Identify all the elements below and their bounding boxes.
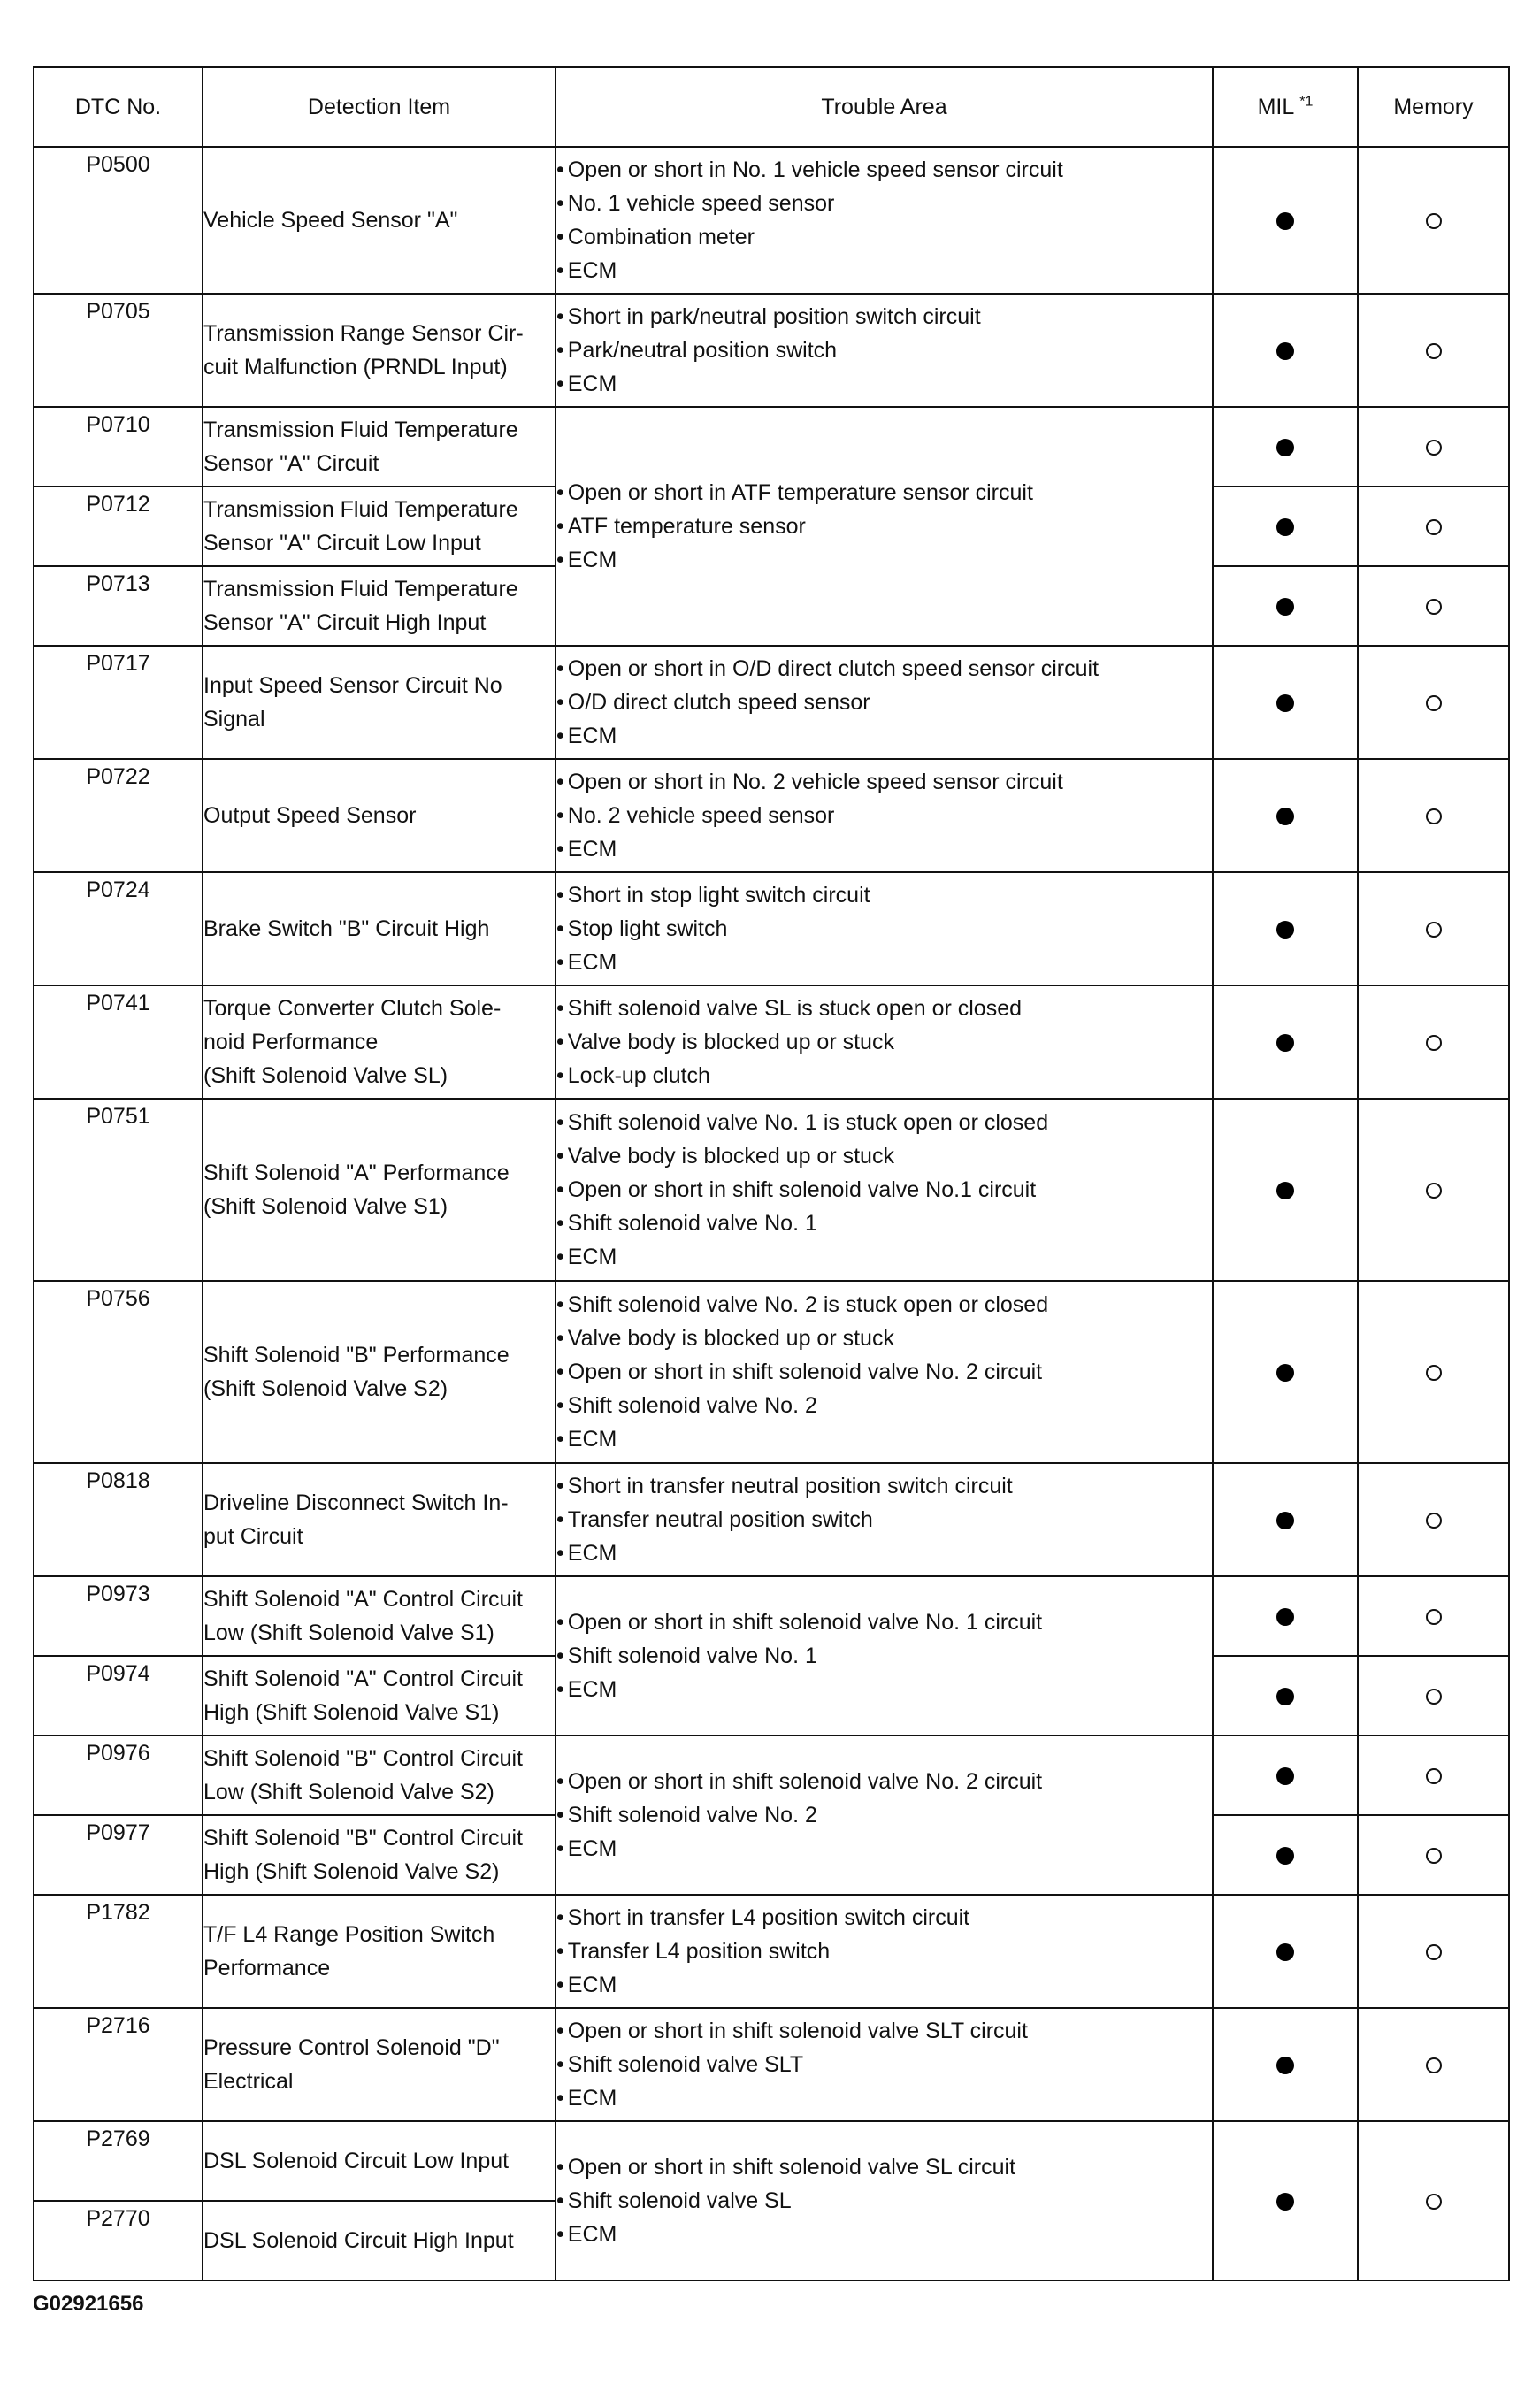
mil-cell: [1213, 1099, 1358, 1281]
dtc-code: P0712: [34, 487, 203, 566]
trouble-area-item: • Shift solenoid valve No. 1: [556, 1207, 1212, 1240]
detection-item-line: Low (Shift Solenoid Valve S2): [203, 1780, 494, 1804]
mil-on-indicator: [1276, 1182, 1294, 1199]
memory-indicator: [1426, 1035, 1442, 1051]
memory-cell: [1358, 147, 1509, 294]
memory-cell: [1358, 1281, 1509, 1463]
trouble-area-item: • Combination meter: [556, 220, 1212, 254]
mil-cell: [1213, 1463, 1358, 1576]
table-row: [34, 2121, 1509, 2201]
trouble-area-item: • Short in park/neutral position switch circuit: [556, 300, 1212, 333]
trouble-area-item: • Stop light switch: [556, 912, 1212, 946]
mil-cell: [1213, 147, 1358, 294]
table-row: [34, 985, 1509, 1099]
table-row: [34, 1463, 1509, 1576]
detection-item-line: Vehicle Speed Sensor "A": [203, 208, 458, 233]
detection-item-line: Output Speed Sensor: [203, 803, 417, 828]
trouble-area: [555, 1281, 1213, 1463]
detection-item: [203, 294, 555, 407]
trouble-area: [555, 1576, 1213, 1736]
trouble-area-item: • Open or short in No. 2 vehicle speed sensor circuit: [556, 765, 1212, 799]
mil-cell: [1213, 2008, 1358, 2121]
dtc-code: P0756: [34, 1281, 203, 1463]
mil-on-indicator: [1276, 1943, 1294, 1961]
mil-cell: [1213, 294, 1358, 407]
memory-cell: [1358, 2121, 1509, 2280]
trouble-area-item: • Open or short in No. 1 vehicle speed sensor circuit: [556, 153, 1212, 187]
trouble-area: [555, 1099, 1213, 1281]
detection-item-line: Transmission Fluid Temperature: [203, 577, 518, 601]
memory-indicator: [1426, 599, 1442, 615]
trouble-area-item: • ATF temperature sensor: [556, 510, 1212, 543]
trouble-area-list: [556, 476, 1212, 577]
mil-cell: [1213, 1656, 1358, 1736]
mil-cell: [1213, 407, 1358, 487]
mil-on-indicator: [1276, 1034, 1294, 1052]
header-mil-footnote: *1: [1299, 94, 1314, 110]
detection-item: [203, 646, 555, 759]
trouble-area-list: [556, 2150, 1212, 2251]
trouble-area-item: • ECM: [556, 946, 1212, 979]
dtc-code: P0818: [34, 1463, 203, 1576]
memory-cell: [1358, 1895, 1509, 2008]
trouble-area: [555, 985, 1213, 1099]
trouble-area-list: [556, 1765, 1212, 1866]
detection-item-line: Input Speed Sensor Circuit No: [203, 673, 502, 698]
mil-cell: [1213, 985, 1358, 1099]
trouble-area-list: [556, 1605, 1212, 1706]
table-row: [34, 646, 1509, 759]
mil-cell: [1213, 1576, 1358, 1656]
trouble-area-item: • Open or short in shift solenoid valve No.1 circuit: [556, 1173, 1212, 1207]
detection-item: [203, 759, 555, 872]
trouble-area-item: • ECM: [556, 1536, 1212, 1570]
memory-indicator: [1426, 1944, 1442, 1960]
memory-indicator: [1426, 519, 1442, 535]
dtc-code: P2770: [34, 2201, 203, 2280]
memory-cell: [1358, 1815, 1509, 1895]
trouble-area: [555, 147, 1213, 294]
trouble-area-item: • Shift solenoid valve SL: [556, 2184, 1212, 2218]
detection-item-line: Brake Switch "B" Circuit High: [203, 916, 490, 941]
detection-item-line: (Shift Solenoid Valve SL): [203, 1063, 448, 1088]
detection-item-line: Transmission Fluid Temperature: [203, 418, 518, 442]
trouble-area: [555, 2008, 1213, 2121]
trouble-area-item: • Open or short in O/D direct clutch speed sensor circuit: [556, 652, 1212, 686]
mil-cell: [1213, 872, 1358, 985]
detection-item: [203, 1463, 555, 1576]
trouble-area-item: • ECM: [556, 254, 1212, 287]
mil-cell: [1213, 1815, 1358, 1895]
memory-indicator: [1426, 695, 1442, 711]
trouble-area-list: [556, 1106, 1212, 1274]
mil-cell: [1213, 759, 1358, 872]
dtc-code: P0717: [34, 646, 203, 759]
detection-item-line: Shift Solenoid "B" Control Circuit: [203, 1746, 523, 1771]
detection-item-line: DSL Solenoid Circuit High Input: [203, 2228, 514, 2253]
memory-cell: [1358, 646, 1509, 759]
memory-cell: [1358, 985, 1509, 1099]
detection-item-line: Electrical: [203, 2069, 294, 2094]
trouble-area-item: • Transfer L4 position switch: [556, 1935, 1212, 1968]
dtc-code: P0705: [34, 294, 203, 407]
trouble-area-item: • Shift solenoid valve No. 1 is stuck open or closed: [556, 1106, 1212, 1139]
header-row: [34, 67, 1509, 147]
memory-cell: [1358, 1576, 1509, 1656]
memory-cell: [1358, 872, 1509, 985]
memory-cell: [1358, 1463, 1509, 1576]
trouble-area-item: • ECM: [556, 1240, 1212, 1274]
mil-on-indicator: [1276, 439, 1294, 456]
memory-cell: [1358, 294, 1509, 407]
detection-item-line: Transmission Fluid Temperature: [203, 497, 518, 522]
header-memory: Memory: [1358, 67, 1509, 147]
detection-item-line: (Shift Solenoid Valve S2): [203, 1376, 448, 1401]
trouble-area-item: • Transfer neutral position switch: [556, 1503, 1212, 1536]
trouble-area-item: • No. 2 vehicle speed sensor: [556, 799, 1212, 832]
trouble-area: [555, 759, 1213, 872]
trouble-area-item: • Valve body is blocked up or stuck: [556, 1139, 1212, 1173]
detection-item-line: High (Shift Solenoid Valve S2): [203, 1859, 500, 1884]
memory-indicator: [1426, 1609, 1442, 1625]
figure-id: G02921656: [33, 2292, 144, 2316]
table-row: [34, 1736, 1509, 1815]
dtc-code: P2769: [34, 2121, 203, 2201]
memory-indicator: [1426, 1365, 1442, 1381]
dtc-code: P0977: [34, 1815, 203, 1895]
dtc-code: P0976: [34, 1736, 203, 1815]
memory-cell: [1358, 407, 1509, 487]
header-trouble-area: Trouble Area: [555, 67, 1213, 147]
header-mil: [1213, 67, 1358, 147]
detection-item-line: Shift Solenoid "A" Control Circuit: [203, 1587, 523, 1612]
trouble-area: [555, 1463, 1213, 1576]
memory-indicator: [1426, 213, 1442, 229]
table-row: [34, 294, 1509, 407]
mil-on-indicator: [1276, 808, 1294, 825]
detection-item-line: High (Shift Solenoid Valve S1): [203, 1700, 500, 1725]
trouble-area-item: • Open or short in shift solenoid valve SLT circuit: [556, 2014, 1212, 2048]
memory-indicator: [1426, 808, 1442, 824]
trouble-area-item: • Shift solenoid valve No. 1: [556, 1639, 1212, 1673]
trouble-area-list: [556, 2014, 1212, 2115]
mil-on-indicator: [1276, 598, 1294, 616]
trouble-area-item: • Short in transfer L4 position switch circuit: [556, 1901, 1212, 1935]
trouble-area: [555, 407, 1213, 646]
detection-item-line: put Circuit: [203, 1524, 303, 1549]
detection-item-line: Performance: [203, 1956, 331, 1981]
detection-item: [203, 566, 555, 646]
trouble-area: [555, 872, 1213, 985]
detection-item-line: Torque Converter Clutch Sole-: [203, 996, 502, 1021]
trouble-area: [555, 646, 1213, 759]
dtc-table-body: [34, 147, 1509, 2280]
memory-indicator: [1426, 922, 1442, 938]
trouble-area-list: [556, 992, 1212, 1092]
trouble-area-item: • Open or short in shift solenoid valve SL circuit: [556, 2150, 1212, 2184]
mil-on-indicator: [1276, 1767, 1294, 1785]
trouble-area: [555, 2121, 1213, 2280]
table-row: [34, 407, 1509, 487]
trouble-area-list: [556, 300, 1212, 401]
detection-item: [203, 147, 555, 294]
table-row: [34, 1576, 1509, 1656]
detection-item-line: Shift Solenoid "B" Performance: [203, 1343, 510, 1368]
memory-indicator: [1426, 1513, 1442, 1529]
memory-indicator: [1426, 1183, 1442, 1199]
trouble-area-item: • ECM: [556, 1673, 1212, 1706]
memory-indicator: [1426, 2057, 1442, 2073]
detection-item: [203, 1576, 555, 1656]
mil-cell: [1213, 646, 1358, 759]
mil-on-indicator: [1276, 1364, 1294, 1382]
trouble-area-item: • ECM: [556, 719, 1212, 753]
detection-item: [203, 487, 555, 566]
trouble-area-item: • O/D direct clutch speed sensor: [556, 686, 1212, 719]
dtc-code: P0724: [34, 872, 203, 985]
trouble-area: [555, 294, 1213, 407]
trouble-area-item: • Open or short in ATF temperature sensor circuit: [556, 476, 1212, 510]
detection-item: [203, 1656, 555, 1736]
detection-item-line: DSL Solenoid Circuit Low Input: [203, 2149, 510, 2173]
detection-item: [203, 1099, 555, 1281]
trouble-area-list: [556, 652, 1212, 753]
table-row: [34, 147, 1509, 294]
trouble-area-item: • Open or short in shift solenoid valve No. 2 circuit: [556, 1765, 1212, 1798]
trouble-area: [555, 1895, 1213, 2008]
trouble-area-list: [556, 153, 1212, 287]
trouble-area-item: • Valve body is blocked up or stuck: [556, 1322, 1212, 1355]
dtc-table: [33, 66, 1510, 2281]
detection-item: [203, 2121, 555, 2201]
detection-item-line: Signal: [203, 707, 265, 732]
trouble-area-item: • No. 1 vehicle speed sensor: [556, 187, 1212, 220]
trouble-area-item: • ECM: [556, 2218, 1212, 2251]
detection-item-line: Low (Shift Solenoid Valve S1): [203, 1621, 494, 1645]
detection-item-line: Shift Solenoid "B" Control Circuit: [203, 1826, 523, 1850]
detection-item: [203, 872, 555, 985]
header-detection-item: Detection Item: [203, 67, 555, 147]
table-row: [34, 872, 1509, 985]
memory-indicator: [1426, 1689, 1442, 1705]
memory-indicator: [1426, 1768, 1442, 1784]
detection-item: [203, 1281, 555, 1463]
memory-cell: [1358, 1736, 1509, 1815]
table-row: [34, 759, 1509, 872]
trouble-area-item: • Valve body is blocked up or stuck: [556, 1025, 1212, 1059]
trouble-area-item: • Shift solenoid valve SL is stuck open or closed: [556, 992, 1212, 1025]
trouble-area-item: • ECM: [556, 1422, 1212, 1456]
mil-on-indicator: [1276, 342, 1294, 360]
trouble-area-item: • Park/neutral position switch: [556, 333, 1212, 367]
trouble-area-item: • ECM: [556, 832, 1212, 866]
table-row: [34, 1099, 1509, 1281]
dtc-code: P0751: [34, 1099, 203, 1281]
trouble-area-item: • ECM: [556, 1968, 1212, 2002]
header-mil-label: MIL: [1257, 95, 1300, 119]
mil-on-indicator: [1276, 2057, 1294, 2074]
trouble-area-item: • Shift solenoid valve No. 2: [556, 1389, 1212, 1422]
detection-item: [203, 985, 555, 1099]
mil-on-indicator: [1276, 1688, 1294, 1705]
detection-item-line: (Shift Solenoid Valve S1): [203, 1194, 448, 1219]
memory-cell: [1358, 1099, 1509, 1281]
dtc-code: P1782: [34, 1895, 203, 2008]
mil-on-indicator: [1276, 694, 1294, 712]
detection-item-line: Sensor "A" Circuit Low Input: [203, 531, 481, 556]
trouble-area-item: • Open or short in shift solenoid valve No. 2 circuit: [556, 1355, 1212, 1389]
mil-on-indicator: [1276, 921, 1294, 939]
detection-item-line: Shift Solenoid "A" Control Circuit: [203, 1667, 523, 1691]
memory-indicator: [1426, 1848, 1442, 1864]
memory-cell: [1358, 566, 1509, 646]
trouble-area-list: [556, 1901, 1212, 2002]
trouble-area: [555, 1736, 1213, 1895]
trouble-area-list: [556, 1469, 1212, 1570]
mil-on-indicator: [1276, 518, 1294, 536]
mil-cell: [1213, 1895, 1358, 2008]
memory-indicator: [1426, 2194, 1442, 2210]
mil-cell: [1213, 2121, 1358, 2280]
detection-item-line: cuit Malfunction (PRNDL Input): [203, 355, 508, 379]
detection-item-line: Driveline Disconnect Switch In-: [203, 1490, 509, 1515]
dtc-code: P0974: [34, 1656, 203, 1736]
trouble-area-list: [556, 1288, 1212, 1456]
mil-cell: [1213, 1281, 1358, 1463]
trouble-area-item: • Shift solenoid valve No. 2: [556, 1798, 1212, 1832]
mil-cell: [1213, 566, 1358, 646]
detection-item-line: noid Performance: [203, 1030, 379, 1054]
dtc-code: P0973: [34, 1576, 203, 1656]
mil-on-indicator: [1276, 1512, 1294, 1529]
mil-on-indicator: [1276, 1608, 1294, 1626]
dtc-code: P0713: [34, 566, 203, 646]
trouble-area-item: • ECM: [556, 543, 1212, 577]
trouble-area-item: • Open or short in shift solenoid valve No. 1 circuit: [556, 1605, 1212, 1639]
trouble-area-list: [556, 765, 1212, 866]
trouble-area-list: [556, 878, 1212, 979]
detection-item: [203, 1815, 555, 1895]
dtc-code: P0710: [34, 407, 203, 487]
detection-item: [203, 2201, 555, 2280]
trouble-area-item: • Shift solenoid valve No. 2 is stuck open or closed: [556, 1288, 1212, 1322]
detection-item: [203, 407, 555, 487]
mil-cell: [1213, 1736, 1358, 1815]
mil-cell: [1213, 487, 1358, 566]
memory-indicator: [1426, 343, 1442, 359]
table-row: [34, 1895, 1509, 2008]
table-row: [34, 2008, 1509, 2121]
detection-item-line: Sensor "A" Circuit: [203, 451, 379, 476]
detection-item-line: T/F L4 Range Position Switch: [203, 1922, 495, 1947]
detection-item-line: Shift Solenoid "A" Performance: [203, 1161, 510, 1185]
mil-on-indicator: [1276, 1847, 1294, 1865]
trouble-area-item: • Lock-up clutch: [556, 1059, 1212, 1092]
memory-cell: [1358, 759, 1509, 872]
dtc-code: P0722: [34, 759, 203, 872]
detection-item-line: Transmission Range Sensor Cir-: [203, 321, 524, 346]
header-dtc-no: DTC No.: [34, 67, 203, 147]
memory-cell: [1358, 1656, 1509, 1736]
trouble-area-item: • Short in transfer neutral position switch circuit: [556, 1469, 1212, 1503]
detection-item-line: Pressure Control Solenoid "D": [203, 2035, 500, 2060]
mil-on-indicator: [1276, 212, 1294, 230]
trouble-area-item: • ECM: [556, 367, 1212, 401]
memory-cell: [1358, 2008, 1509, 2121]
dtc-code: P2716: [34, 2008, 203, 2121]
trouble-area-item: • Shift solenoid valve SLT: [556, 2048, 1212, 2081]
trouble-area-item: • ECM: [556, 1832, 1212, 1866]
dtc-code: P0500: [34, 147, 203, 294]
memory-indicator: [1426, 440, 1442, 456]
table-row: [34, 1281, 1509, 1463]
detection-item: [203, 1736, 555, 1815]
detection-item: [203, 2008, 555, 2121]
memory-cell: [1358, 487, 1509, 566]
trouble-area-item: • Short in stop light switch circuit: [556, 878, 1212, 912]
trouble-area-item: • ECM: [556, 2081, 1212, 2115]
detection-item-line: Sensor "A" Circuit High Input: [203, 610, 487, 635]
mil-on-indicator: [1276, 2193, 1294, 2211]
detection-item: [203, 1895, 555, 2008]
dtc-code: P0741: [34, 985, 203, 1099]
